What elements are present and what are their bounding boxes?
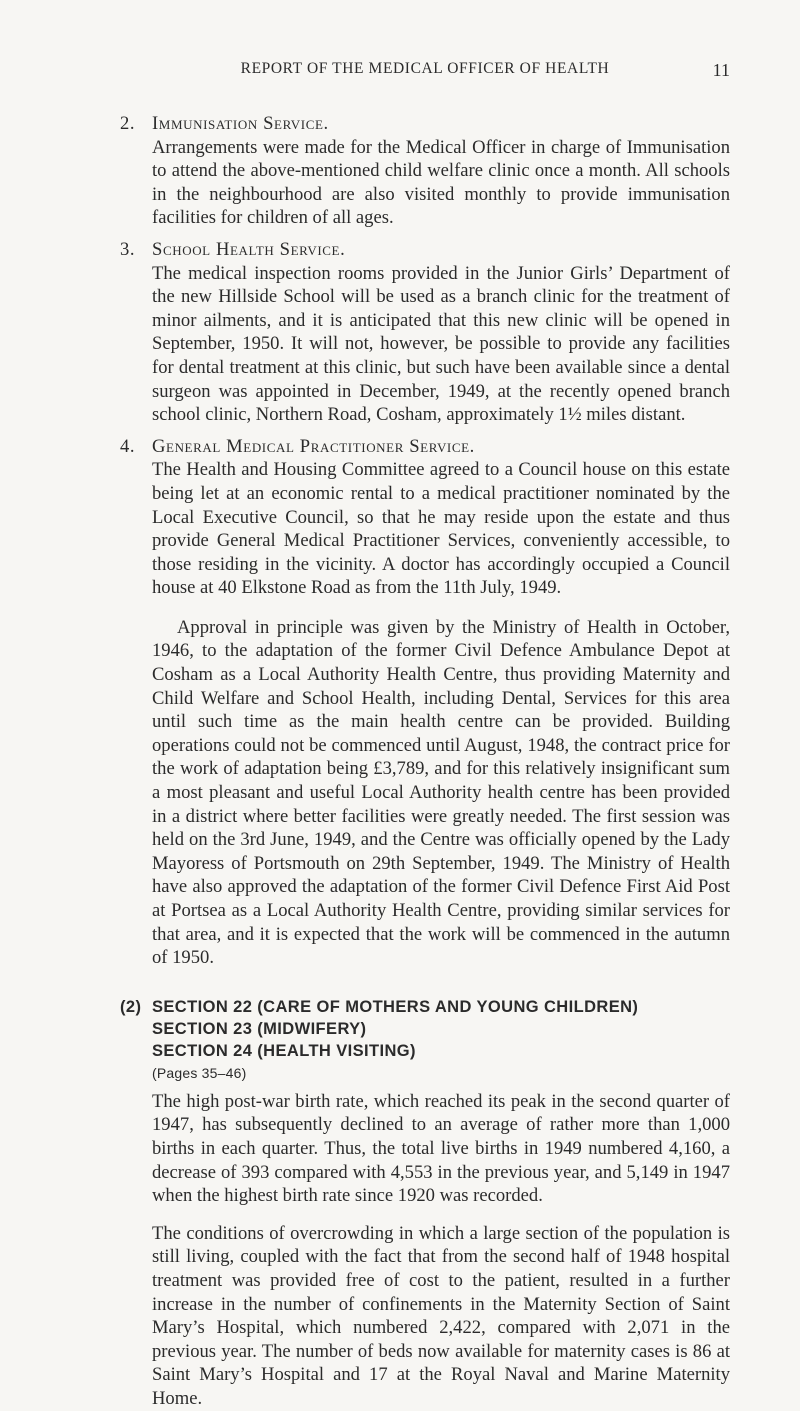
statutory-line-text: SECTION 23 (MIDWIFERY) xyxy=(152,1019,367,1038)
statutory-line-text: SECTION 22 (CARE OF MOTHERS AND YOUNG CHILDREN) xyxy=(152,997,639,1016)
section-number: 3. xyxy=(120,238,136,260)
statutory-number: (2) xyxy=(120,997,142,1016)
section-title: Immunisation Service. xyxy=(152,113,329,134)
section-immunisation xyxy=(120,112,730,230)
page-content xyxy=(120,112,730,1411)
section-title: General Medical Practitioner Service. xyxy=(152,435,475,457)
statutory-line xyxy=(120,1040,730,1062)
section-gp-service xyxy=(120,435,730,970)
section-number: 2. xyxy=(120,113,136,134)
running-header xyxy=(120,60,730,84)
body-paragraph: The conditions of overcrowding in which a large section of the population is still living, coupled with the fact that from the second half of 1948 hospital treatment was provided free of cost to the patient, resulted in a further increase in the number of confinements in the Maternity Section of Saint Mary’s Hospital, which numbered 2,422, compared with 2,071 in the previous year. The number of beds now available for maternity cases is 86 at Saint Mary’s Hospital and 17 at the Royal Naval and Marine Maternity Home. xyxy=(152,1222,730,1409)
statutory-line-text: SECTION 24 (HEALTH VISITING) xyxy=(152,1041,416,1060)
section-text: The medical inspection rooms provided in the Junior Girls’ Department of the new Hillside School will be used as a branch clinic for the treatment of minor ailments, and it is anticipated that this new clinic will be opened in September, 1950. It will not, however, be possible to provide any facilities for dental treatment at this clinic, but such have been available since a dental surgeon was appointed in December, 1949, at the recently opened branch school clinic, Northern Road, Cosham, approximately 1½ miles distant. xyxy=(152,262,730,426)
section-number: 4. xyxy=(120,435,136,457)
page-number: 11 xyxy=(712,60,730,80)
body-paragraph: The high post-war birth rate, which reached its peak in the second quarter of 1947, has subsequently declined to an average of rather more than 1,000 births in each quarter. Thus, the total live births in 1949 numbered 4,160, a decrease of 393 compared with 4,553 in the previous year, and 5,149 in 1947 when the highest birth rate since 1920 was recorded. xyxy=(152,1090,730,1207)
section-text: Arrangements were made for the Medical Officer in charge of Immunisation to attend the above-mentioned child welfare clinic once a month. All schools in the neighbourhood are also visited monthly to provide immunisation facilities for children of all ages. xyxy=(152,136,730,229)
statutory-line xyxy=(120,1018,730,1040)
section-heading xyxy=(120,238,730,262)
page-reference: (Pages 35–46) xyxy=(152,1064,247,1081)
statutory-sections-heading xyxy=(120,996,730,1084)
section-paragraph: Approval in principle was given by the Ministry of Health in October, 1946, to the adaptation of the former Civil Defence Ambulance Depot at Cosham as a Local Authority Health Centre, thus providing Maternity and Child Welfare and School Health, including Dental, Services for this area until such time as the main health centre can be provided. Building operations could not be commenced until August, 1948, the contract price for the work of adaptation being £3,789, and for this relatively insignificant sum a most pleasant and useful Local Authority health centre has been provided in a district where better facilities were greatly needed. The first session was held on the 3rd June, 1949, and the Centre was officially opened by the Lady Mayoress of Portsmouth on 29th September, 1949. The Ministry of Health have also approved the adaptation of the former Civil Defence First Aid Post at Portsea as a Local Authority Health Centre, providing similar services for that area, and it is expected that the work will be commenced in the autumn of 1950. xyxy=(152,616,730,969)
section-heading xyxy=(120,435,730,459)
header-title: REPORT OF THE MEDICAL OFFICER OF HEALTH xyxy=(240,60,610,77)
section-title: School Health Service. xyxy=(152,238,346,260)
section-school-health xyxy=(120,238,730,427)
statutory-line xyxy=(120,996,730,1018)
section-heading xyxy=(120,112,730,136)
section-text: The Health and Housing Committee agreed to a Council house on this estate being let at an economic rental to a medical practitioner nominated by the Local Executive Council, so that he may reside upon the estate and thus provide General Medical Practitioner Services, conveniently accessible, to those residing in the vicinity. A doctor has accordingly occupied a Council house at 40 Elkstone Road as from the 11th July, 1949. xyxy=(152,459,730,599)
